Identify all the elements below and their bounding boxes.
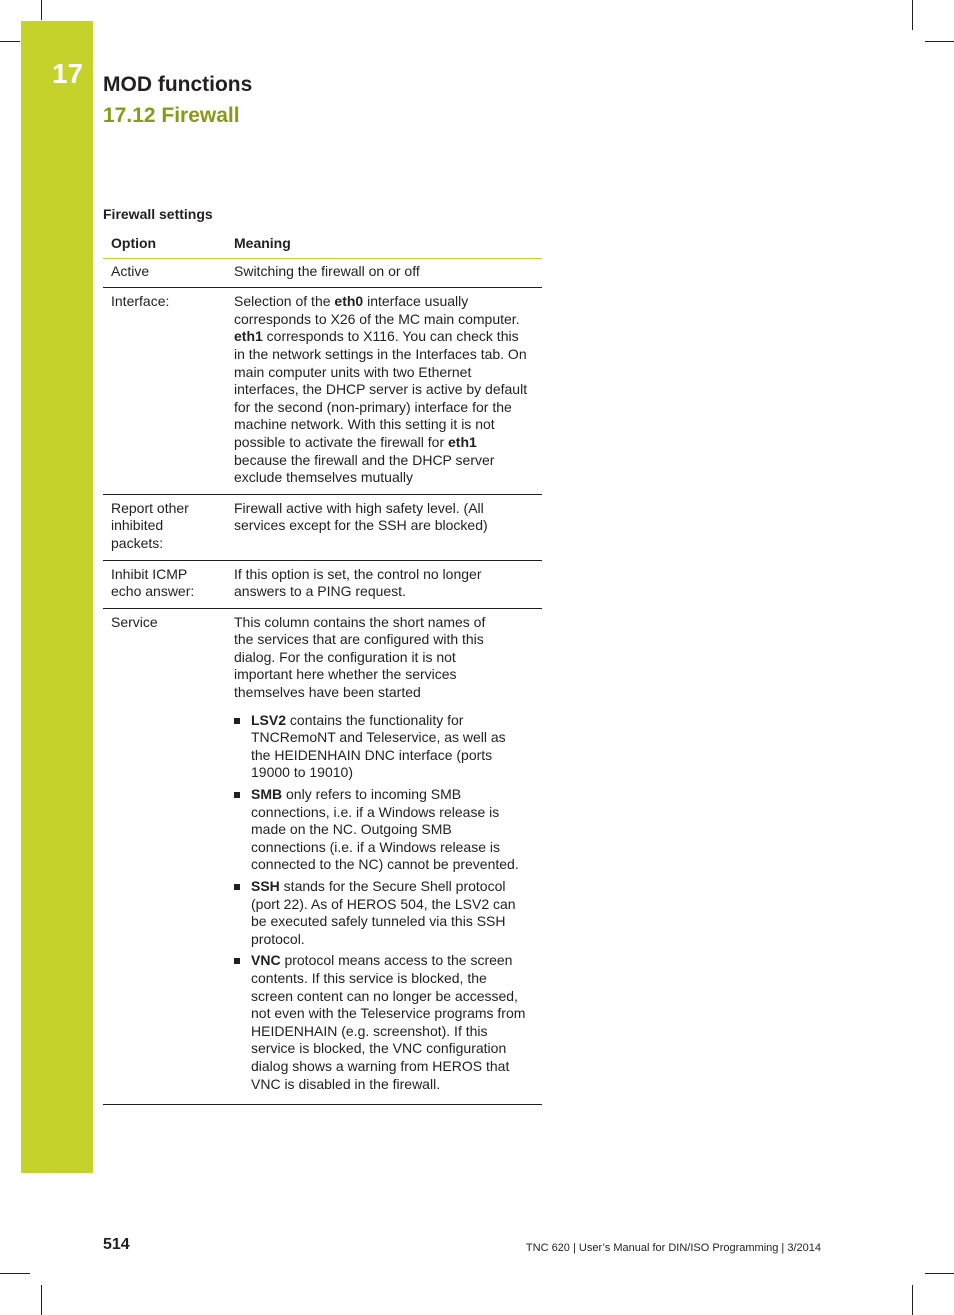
table-header-row [103,232,542,259]
table-heading: Firewall settings [103,206,213,222]
list-item [234,952,528,1093]
service-desc: contains the functionality for TNCRemoNT and Teleservice, as well as the HEIDENHAIN DNC interface (ports 19000 to 19010) [251,711,506,781]
service-desc: stands for the Secure Shell protocol (port 22). As of HEROS 504, the LSV2 can be executed safely tunneled via this SSH protocol. [251,878,516,947]
option-cell: Active [111,262,150,279]
meaning-cell: Firewall active with high safety level. (All services except for the SSH are blocked) [234,499,488,534]
service-term: LSV2 [251,711,287,728]
crop-mark [925,41,954,42]
service-term: VNC [251,952,281,969]
meaning-cell: If this option is set, the control no longer answers to a PING request. [234,565,482,600]
keyword-eth0: eth0 [334,293,364,310]
option-cell: Report other inhibited packets: [111,499,189,551]
crop-mark [912,1285,913,1315]
service-desc: protocol means access to the screen contents. If this service is blocked, the screen content can no longer be accessed, not even with the Teleservice programs from HEIDENHAIN (e.g. screenshot). If this service is blocked, the VNC configuration dialog shows a warning from HEROS that VNC is disabled in the firewall. [251,952,526,1092]
table-row [103,561,542,609]
chapter-number: 17 [52,58,84,89]
meaning-text: This column contains the short names of the services that are configured with this dialog. For the configuration it is not important here whether the services themselves have been started [234,613,486,701]
meaning-cell: Switching the firewall on or off [234,262,420,279]
table-row [103,259,542,289]
table-row [103,609,542,1105]
table-row [103,288,542,495]
service-desc: only refers to incoming SMB connections, i.e. if a Windows release is made on the NC. Outgoing SMB connections (i.e. if a Windows release is connected to the NC) cannot be prevented. [251,786,519,873]
column-header-option: Option [111,235,157,251]
footer-text: TNC 620 | User’s Manual for DIN/ISO Programming | 3/2014 [525,1242,821,1254]
crop-mark [0,41,20,42]
service-list [234,712,528,1093]
meaning-cell [234,614,542,1097]
text-span: Selection of the [234,293,335,310]
option-cell: Inhibit ICMP echo answer: [111,565,195,600]
list-item [234,712,528,782]
option-cell: Service [111,613,158,630]
text-span: corresponds to X116. You can check this in the network settings in the Interfaces tab. On main computer units with two Ethernet interfaces, the DHCP server is active by default for the second (non-primary) interface for the machine network. With this setting it is not possible to activate the firewall for [234,328,528,450]
crop-mark [0,1273,30,1274]
list-item [234,786,528,874]
service-term: SSH [251,878,280,894]
text-span: because the firewall and the DHCP server exclude themselves mutually [234,451,495,486]
keyword-eth1: eth1 [234,328,263,345]
column-header-meaning: Meaning [234,235,291,251]
text-span: interface usually corresponds to X26 of the MC main computer. [234,293,520,327]
service-term: SMB [251,786,283,803]
list-item [234,878,528,948]
option-cell: Interface: [111,293,170,310]
meaning-cell [234,293,542,487]
chapter-title: MOD functions [103,73,253,96]
crop-mark [925,1273,954,1274]
crop-mark [912,0,913,30]
section-title: 17.12 Firewall [103,104,240,127]
page-number: 514 [103,1236,130,1253]
chapter-sidebar [21,21,93,1173]
crop-mark [41,1285,42,1315]
crop-mark [41,0,42,20]
table-row [103,495,542,561]
keyword-eth1: eth1 [448,433,477,450]
firewall-settings-table [103,232,542,1105]
